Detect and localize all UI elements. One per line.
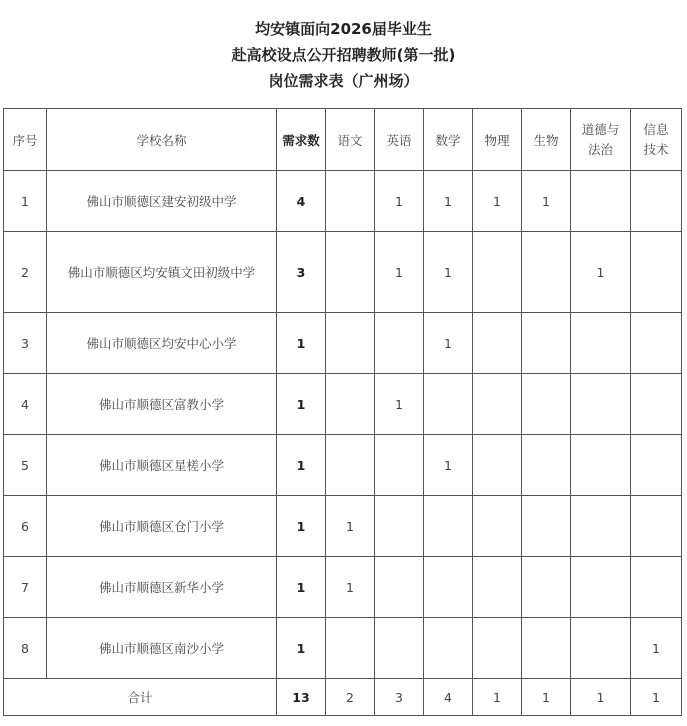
cell-school: 佛山市顺德区星槎小学 bbox=[47, 435, 277, 496]
cell-it bbox=[631, 374, 682, 435]
title-line-2: 赴高校设点公开招聘教师(第一批) bbox=[231, 46, 456, 64]
table-row bbox=[4, 496, 682, 557]
cell-index: 2 bbox=[4, 232, 47, 313]
cell-biology bbox=[522, 232, 571, 313]
cell-chinese bbox=[326, 171, 375, 232]
cell-it: 1 bbox=[631, 618, 682, 679]
header-moral-line1: 道德与 bbox=[581, 121, 620, 137]
cell-school: 佛山市顺德区仓门小学 bbox=[47, 496, 277, 557]
cell-school: 佛山市顺德区均安中心小学 bbox=[47, 313, 277, 374]
cell-total: 3 bbox=[277, 232, 326, 313]
cell-moral: 1 bbox=[571, 232, 631, 313]
cell-index: 1 bbox=[4, 171, 47, 232]
header-total: 需求数 bbox=[277, 109, 326, 171]
title-line-1: 均安镇面向2026届毕业生 bbox=[255, 20, 432, 38]
cell-math bbox=[424, 496, 473, 557]
header-biology: 生物 bbox=[522, 109, 571, 171]
cell-school: 佛山市顺德区均安镇文田初级中学 bbox=[47, 232, 277, 313]
cell-english bbox=[375, 618, 424, 679]
cell-moral bbox=[571, 496, 631, 557]
cell-it bbox=[631, 435, 682, 496]
cell-it bbox=[631, 557, 682, 618]
cell-math: 1 bbox=[424, 232, 473, 313]
summary-physics: 1 bbox=[473, 679, 522, 716]
header-it bbox=[631, 109, 682, 171]
cell-biology bbox=[522, 496, 571, 557]
header-math: 数学 bbox=[424, 109, 473, 171]
cell-chinese bbox=[326, 313, 375, 374]
cell-english: 1 bbox=[375, 232, 424, 313]
table-row bbox=[4, 557, 682, 618]
cell-physics bbox=[473, 374, 522, 435]
table-header-row bbox=[4, 109, 682, 171]
cell-biology bbox=[522, 557, 571, 618]
cell-math: 1 bbox=[424, 435, 473, 496]
cell-biology bbox=[522, 618, 571, 679]
cell-total: 1 bbox=[277, 374, 326, 435]
table-row bbox=[4, 313, 682, 374]
cell-total: 4 bbox=[277, 171, 326, 232]
cell-moral bbox=[571, 374, 631, 435]
header-it-line1: 信息 bbox=[643, 121, 669, 137]
header-physics: 物理 bbox=[473, 109, 522, 171]
cell-chinese: 1 bbox=[326, 496, 375, 557]
cell-math: 1 bbox=[424, 171, 473, 232]
cell-biology: 1 bbox=[522, 171, 571, 232]
summary-moral: 1 bbox=[571, 679, 631, 716]
cell-moral bbox=[571, 313, 631, 374]
cell-chinese: 1 bbox=[326, 557, 375, 618]
cell-physics bbox=[473, 435, 522, 496]
title-line-3: 岗位需求表（广州场） bbox=[268, 72, 419, 90]
cell-math bbox=[424, 557, 473, 618]
cell-english: 1 bbox=[375, 171, 424, 232]
summary-label: 合计 bbox=[4, 679, 277, 716]
cell-chinese bbox=[326, 374, 375, 435]
cell-chinese bbox=[326, 435, 375, 496]
summary-row bbox=[4, 679, 682, 716]
cell-physics: 1 bbox=[473, 171, 522, 232]
header-english: 英语 bbox=[375, 109, 424, 171]
cell-moral bbox=[571, 435, 631, 496]
cell-total: 1 bbox=[277, 496, 326, 557]
cell-index: 7 bbox=[4, 557, 47, 618]
summary-it: 1 bbox=[631, 679, 682, 716]
requirements-table bbox=[3, 108, 682, 716]
cell-index: 3 bbox=[4, 313, 47, 374]
cell-total: 1 bbox=[277, 557, 326, 618]
cell-total: 1 bbox=[277, 618, 326, 679]
cell-biology bbox=[522, 435, 571, 496]
cell-index: 8 bbox=[4, 618, 47, 679]
summary-chinese: 2 bbox=[326, 679, 375, 716]
cell-index: 5 bbox=[4, 435, 47, 496]
cell-it bbox=[631, 313, 682, 374]
summary-total: 13 bbox=[277, 679, 326, 716]
summary-english: 3 bbox=[375, 679, 424, 716]
cell-moral bbox=[571, 618, 631, 679]
cell-index: 4 bbox=[4, 374, 47, 435]
cell-school: 佛山市顺德区富教小学 bbox=[47, 374, 277, 435]
cell-index: 6 bbox=[4, 496, 47, 557]
cell-english bbox=[375, 496, 424, 557]
cell-english bbox=[375, 435, 424, 496]
cell-moral bbox=[571, 171, 631, 232]
cell-moral bbox=[571, 557, 631, 618]
cell-it bbox=[631, 496, 682, 557]
cell-school: 佛山市顺德区南沙小学 bbox=[47, 618, 277, 679]
table-row bbox=[4, 171, 682, 232]
cell-physics bbox=[473, 618, 522, 679]
header-school: 学校名称 bbox=[47, 109, 277, 171]
cell-total: 1 bbox=[277, 313, 326, 374]
cell-physics bbox=[473, 557, 522, 618]
title-block bbox=[0, 0, 687, 92]
cell-english bbox=[375, 313, 424, 374]
cell-it bbox=[631, 232, 682, 313]
cell-math: 1 bbox=[424, 313, 473, 374]
summary-math: 4 bbox=[424, 679, 473, 716]
cell-biology bbox=[522, 313, 571, 374]
cell-it bbox=[631, 171, 682, 232]
cell-chinese bbox=[326, 232, 375, 313]
cell-total: 1 bbox=[277, 435, 326, 496]
cell-english bbox=[375, 557, 424, 618]
table-row bbox=[4, 618, 682, 679]
summary-biology: 1 bbox=[522, 679, 571, 716]
cell-math bbox=[424, 374, 473, 435]
header-index: 序号 bbox=[4, 109, 47, 171]
table-row bbox=[4, 374, 682, 435]
cell-physics bbox=[473, 496, 522, 557]
header-moral bbox=[571, 109, 631, 171]
table-row bbox=[4, 232, 682, 313]
header-it-line2: 技术 bbox=[643, 141, 669, 157]
cell-chinese bbox=[326, 618, 375, 679]
cell-math bbox=[424, 618, 473, 679]
table-row bbox=[4, 435, 682, 496]
cell-english: 1 bbox=[375, 374, 424, 435]
cell-school: 佛山市顺德区新华小学 bbox=[47, 557, 277, 618]
header-chinese: 语文 bbox=[326, 109, 375, 171]
cell-biology bbox=[522, 374, 571, 435]
cell-school: 佛山市顺德区建安初级中学 bbox=[47, 171, 277, 232]
cell-physics bbox=[473, 232, 522, 313]
header-moral-line2: 法治 bbox=[587, 141, 613, 157]
cell-physics bbox=[473, 313, 522, 374]
